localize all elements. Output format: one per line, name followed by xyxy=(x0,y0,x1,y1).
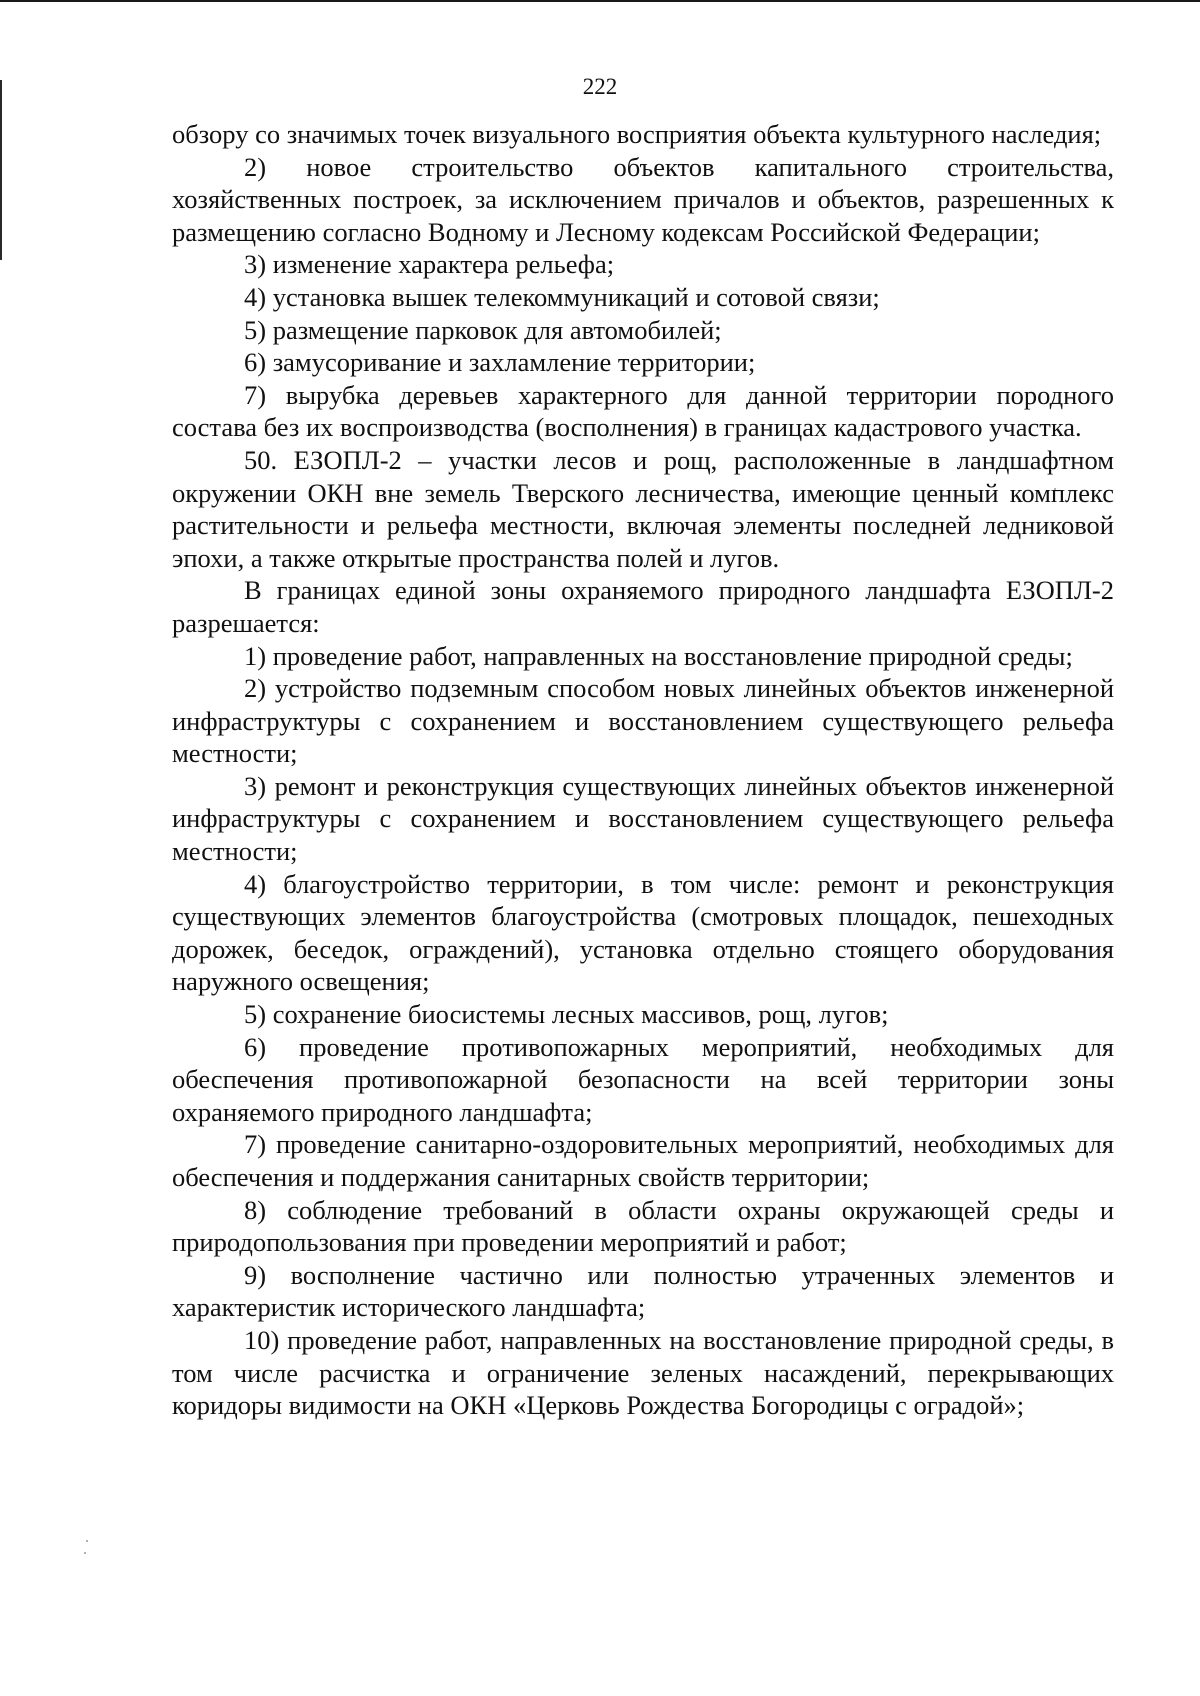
permitted-item-6: 6) проведение противопожарных мероприятий, необходимых для обеспечения противопожарной безопасности на всей территории зоны охраняемого природного ландшафта; xyxy=(172,1031,1114,1127)
permitted-item-10: 10) проведение работ, направленных на восстановление природной среды, в том числе расчистка и ограничение зеленых насаждений, перекрывающих коридоры видимости на ОКН «Церковь Рождества Богородицы с оградой»; xyxy=(172,1324,1114,1421)
scan-speck xyxy=(84,1552,86,1554)
prohibited-item-3: 3) изменение характера рельефа; xyxy=(244,249,615,280)
scan-speck xyxy=(86,1540,88,1542)
permitted-item-8: 8) соблюдение требований в области охраны окружающей среды и природопользования при проведении мероприятий и работ; xyxy=(172,1194,1114,1258)
prohibited-item-5: 5) размещение парковок для автомобилей; xyxy=(244,314,722,345)
prohibited-item-7: 7) вырубка деревьев характерного для данной территории породного состава без их воспроизводства (восполнения) в границах кадастрового участка. xyxy=(172,379,1114,443)
prohibited-item-6: 6) замусоривание и захламление территории; xyxy=(244,347,756,378)
permitted-item-9: 9) восполнение частично или полностью утраченных элементов и характеристик исторического ландшафта; xyxy=(172,1259,1114,1323)
permitted-item-7: 7) проведение санитарно-оздоровительных мероприятий, необходимых для обеспечения и поддержания санитарных свойств территории; xyxy=(172,1129,1114,1192)
scan-top-edge xyxy=(0,0,1200,2)
scan-left-edge xyxy=(0,80,2,260)
permitted-item-1: 1) проведение работ, направленных на восстановление природной среды; xyxy=(244,640,1073,671)
permitted-item-2: 2) устройство подземным способом новых линейных объектов инженерной инфраструктуры с сохранением и восстановлением существующего рельефа местности; xyxy=(172,673,1114,769)
document-body xyxy=(172,118,1114,1422)
prohibited-item-2: 2) новое строительство объектов капитального строительства, хозяйственных построек, за исключением причалов и объектов, разрешенных к размещению согласно Водному и Лесному кодексам Российской Федерации; xyxy=(172,151,1114,247)
permitted-intro: В границах единой зоны охраняемого природного ландшафта ЕЗОПЛ-2 разрешается: xyxy=(172,575,1114,638)
paragraph-continuation: обзору со значимых точек визуального восприятия объекта культурного наследия; xyxy=(172,119,1102,149)
section-50-heading: 50. ЕЗОПЛ-2 – участки лесов и рощ, расположенные в ландшафтном окружении ОКН вне земель Тверского лесничества, имеющие ценный комплекс растительности и рельефа местности, включая элементы последней ледниковой эпохи, а также открытые пространства полей и лугов. xyxy=(172,444,1114,573)
prohibited-item-4: 4) установка вышек телекоммуникаций и сотовой связи; xyxy=(244,281,880,312)
page-number: 222 xyxy=(582,74,618,99)
permitted-item-3: 3) ремонт и реконструкция существующих линейных объектов инженерной инфраструктуры с сохранением и восстановлением существующего рельефа местности; xyxy=(172,770,1114,867)
permitted-item-5: 5) сохранение биосистемы лесных массивов, рощ, лугов; xyxy=(244,999,889,1030)
permitted-item-4: 4) благоустройство территории, в том числе: ремонт и реконструкция существующих элементов благоустройства (смотровых площадок, пешеходных дорожек, беседок, ограждений), установка отдельно стоящего оборудования наружного освещения; xyxy=(172,868,1114,997)
